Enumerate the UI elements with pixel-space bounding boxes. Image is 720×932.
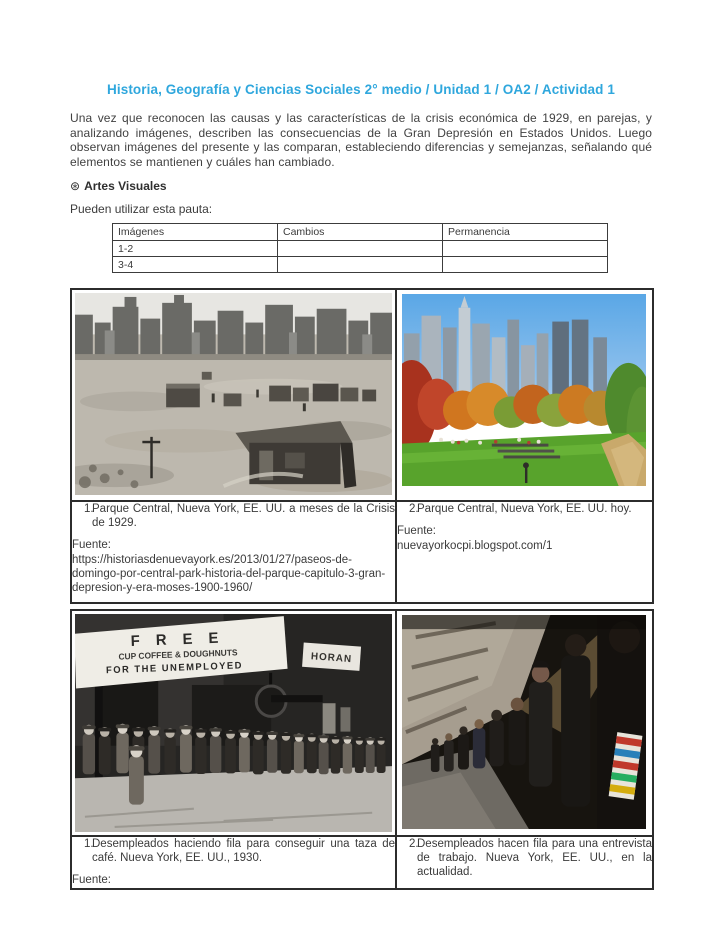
photo-cell-breadline xyxy=(71,610,396,836)
caption-text: Parque Central, Nueva York, EE. UU. hoy. xyxy=(417,503,632,515)
photo-cell-job-queue xyxy=(396,610,653,836)
table-row xyxy=(113,241,608,257)
caption-text: Desempleados hacen fila para una entrevista de trabajo. Nueva York, EE. UU., en la actualidad. xyxy=(417,838,652,878)
pauta-header-permanencia: Permanencia xyxy=(443,224,608,241)
pauta-cell-empty xyxy=(278,241,443,257)
source-label: Fuente: xyxy=(72,874,111,886)
photo-central-park-today xyxy=(402,294,646,486)
source-url: https://historiasdenuevayork.es/2013/01/27/paseos-de-domingo-por-central-park-historia-del-parque-capitulo-3-gran-depresion-y-era-moses-1900-1960/ xyxy=(72,554,386,594)
pauta-cell-empty xyxy=(278,257,443,273)
figure-caption xyxy=(397,837,652,879)
subject-heading-label: Artes Visuales xyxy=(84,179,167,193)
photo-hooverville-1929 xyxy=(75,293,392,495)
interdisciplinary-icon: ⊛ xyxy=(70,179,81,193)
figure-caption xyxy=(72,502,395,530)
photo-job-queue-today xyxy=(402,615,646,829)
caption-number: 2. xyxy=(409,503,419,515)
pauta-table xyxy=(112,223,608,273)
pauta-cell-empty xyxy=(443,241,608,257)
figure-caption xyxy=(72,837,395,865)
horan-sign: HORAN xyxy=(310,651,353,666)
caption-number: 2. xyxy=(409,838,419,850)
image-grid-unemployment xyxy=(70,609,654,890)
caption-number: 1. xyxy=(84,503,94,515)
pauta-header-row xyxy=(113,224,608,241)
caption-cell-fig2 xyxy=(396,501,653,603)
table-row xyxy=(113,257,608,273)
source-label: Fuente: xyxy=(397,525,436,537)
caption-number: 1. xyxy=(84,838,94,850)
subject-heading xyxy=(70,179,652,193)
photo-cell-hooverville xyxy=(71,289,396,501)
pauta-cell-empty xyxy=(443,257,608,273)
pauta-header-cambios: Cambios xyxy=(278,224,443,241)
breadline-sign-coffee: CUP COFFEE & DOUGHNUTS xyxy=(118,647,238,662)
photo-breadline-1930 xyxy=(75,614,392,832)
source-url: nuevayorkocpi.blogspot.com/1 xyxy=(397,540,553,552)
caption-text: Desempleados haciendo fila para conseguir una taza de café. Nueva York, EE. UU., 1930. xyxy=(92,838,395,864)
breadline-sign-free: F R E E xyxy=(130,629,225,650)
pauta-cell-imagenes-3-4: 3-4 xyxy=(113,257,278,273)
photo-cell-central-park-today xyxy=(396,289,653,501)
pauta-instruction: Pueden utilizar esta pauta: xyxy=(70,202,213,216)
figure-caption xyxy=(397,502,652,516)
intro-paragraph: Una vez que reconocen las causas y las características de la crisis económica de 1929, en parejas, y analizando imágenes, describen las consecuencias de la Gran Depresión en Estados Unidos. Luego observan imágenes del presente y las comparan, estableciendo diferencias y semejanzas, señalando qué elementos se mantienen y cuáles han cambiado. xyxy=(70,111,652,169)
caption-text: Parque Central, Nueva York, EE. UU. a meses de la Crisis de 1929. xyxy=(92,503,395,529)
pauta-header-imagenes: Imágenes xyxy=(113,224,278,241)
source-label: Fuente: xyxy=(72,539,111,551)
caption-cell-fig1 xyxy=(71,501,396,603)
pauta-cell-imagenes-1-2: 1-2 xyxy=(113,241,278,257)
caption-cell-fig4 xyxy=(396,836,653,889)
breadline-sign-unemployed: FOR THE UNEMPLOYED xyxy=(105,660,244,677)
caption-cell-fig3 xyxy=(71,836,396,889)
page-title: Historia, Geografía y Ciencias Sociales 2° medio / Unidad 1 / OA2 / Actividad 1 xyxy=(107,82,615,97)
image-grid-central-park xyxy=(70,288,654,604)
